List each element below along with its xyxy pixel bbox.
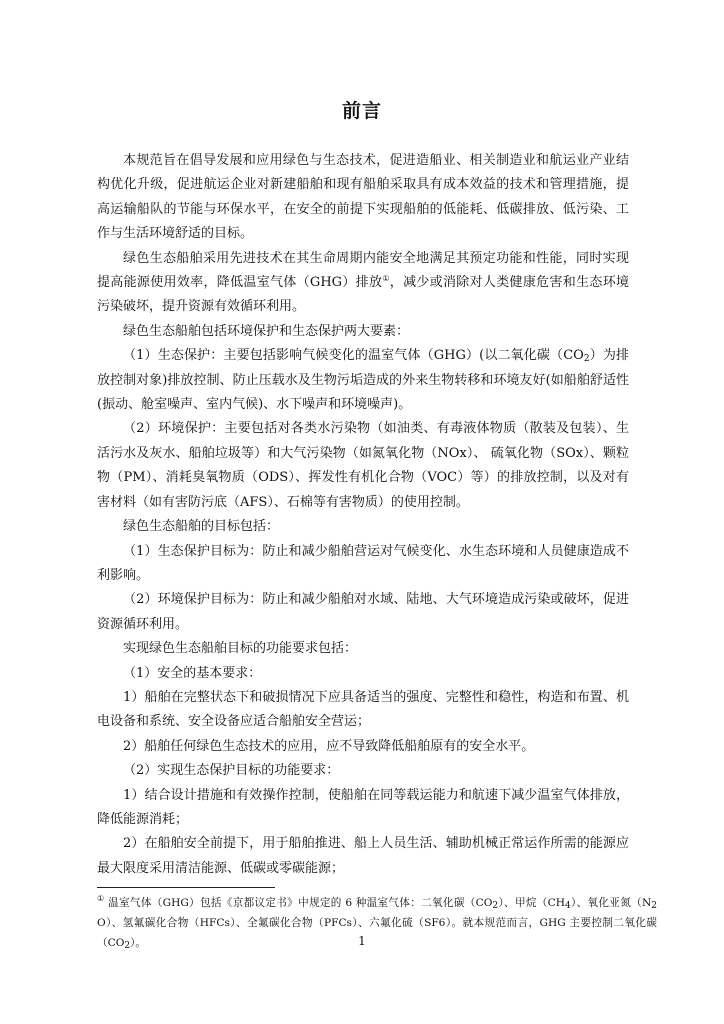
- subscript: 2: [124, 941, 131, 951]
- paragraph: （2）环境保护：主要包括对各类水污染物（如油类、有毒液体物质（散装及包装）、生活污水及灰水、船舶垃圾等）和大气污染物（如氮氧化物（NOx）、 硫氧化物（SOx）、颗粒物（PM）、消耗臭氧物质（ODS）、挥发性有机化合物（VOC）等）的排放控制，以及对有害材料（如有害防污底（AFS）、石棉等有害物质）的使用控制。: [97, 421, 629, 510]
- text-run: ）、氧化亚氮（N: [570, 897, 652, 909]
- text-run: 绿色生态船舶采用先进技术在其生命周期内能安全地满足其预定功能和性能，同时实现提高能源使用效率，降低温室气体（GHG）排放: [97, 250, 629, 291]
- paragraph: 绿色生态船舶包括环境保护和生态保护两大要素：: [123, 323, 410, 339]
- page-number: 1: [358, 934, 366, 948]
- page-title: 前言: [341, 100, 382, 122]
- paragraph: （2）环境保护目标为：防止和减少船舶对水域、陆地、大气环境造成污染或破坏，促进资源循环利用。: [97, 592, 629, 632]
- paragraph: 2）在船舶安全前提下，用于船舶推进、船上人员生活、辅助机械正常运作所需的能源应最大限度采用清洁能源、低碳或零碳能源；: [97, 836, 629, 876]
- text-run: O）、氢氟碳化合物（HFCs）、全氟碳化合物（PFCs）、六氟化硫（SF6）。就本规范而言，GHG 主要控制二氧化碳（CO: [97, 917, 657, 949]
- text-run: ）、甲烷（CH: [498, 897, 565, 909]
- paragraph: 1）船舶在完整状态下和破损情况下应具备适当的强度、完整性和稳性，构造和布置、机电设备和系统、安全设备应适合船舶安全营运；: [97, 689, 629, 730]
- footnote-mark: ①: [97, 894, 105, 903]
- text-run: ，减少或消除对人类健康危害和生态环境污染破坏，提升资源有效循环利用。: [97, 275, 630, 315]
- paragraph: 1）结合设计措施和有效操作控制，使船舶在同等载运能力和航速下减少温室气体排放，降低能源消耗；: [97, 787, 629, 827]
- subscript: 2: [492, 901, 499, 911]
- text-run: ）为排放控制对象)排放控制、防止压载水及生物污垢造成的外来生物转移和环境友好(如船舶舒适性(振动、舱室噪声、室内气候)、水下噪声和环境噪声)。: [97, 348, 629, 413]
- text-run: ）。: [130, 937, 147, 949]
- subscript: 2: [651, 901, 658, 911]
- text-run: （1）生态保护：主要包括影响气候变化的温室气体（GHG）(以二氧化碳（CO: [123, 348, 584, 364]
- footnote-reference[interactable]: ①: [382, 274, 390, 284]
- subscript: 2: [583, 354, 590, 365]
- text-run: 温室气体（GHG）包括《京都议定书》中规定的 6 种温室气体：二氧化碳（CO: [104, 897, 493, 909]
- paragraph: [97, 247, 629, 320]
- paragraph: 实现绿色生态船舶目标的功能要求包括：: [123, 641, 358, 657]
- paragraph: [97, 344, 629, 417]
- paragraph: 绿色生态船舶的目标包括：: [123, 519, 280, 535]
- subscript: 4: [564, 901, 571, 911]
- footnote-divider: [97, 887, 275, 888]
- paragraph: （1）安全的基本要求：: [123, 665, 262, 681]
- paragraph: 本规范旨在倡导发展和应用绿色与生态技术，促进造船业、相关制造业和航运业产业结构优化升级，促进航运企业对新建船舶和现有船舶采取具有成本效益的技术和管理措施，提高运输船队的节能与环保水平，在安全的前提下实现船舶的低能耗、低碳排放、低污染、工作与生活环境舒适的目标。: [97, 153, 629, 242]
- paragraph: （1）生态保护目标为：防止和减少船舶营运对气候变化、水生态环境和人员健康造成不利影响。: [97, 543, 629, 583]
- paragraph: （2）实现生态保护目标的功能要求：: [123, 763, 340, 779]
- paragraph: 2）船舶任何绿色生态技术的应用，应不导致降低船舶原有的安全水平。: [123, 738, 535, 754]
- preface-body: [97, 149, 629, 881]
